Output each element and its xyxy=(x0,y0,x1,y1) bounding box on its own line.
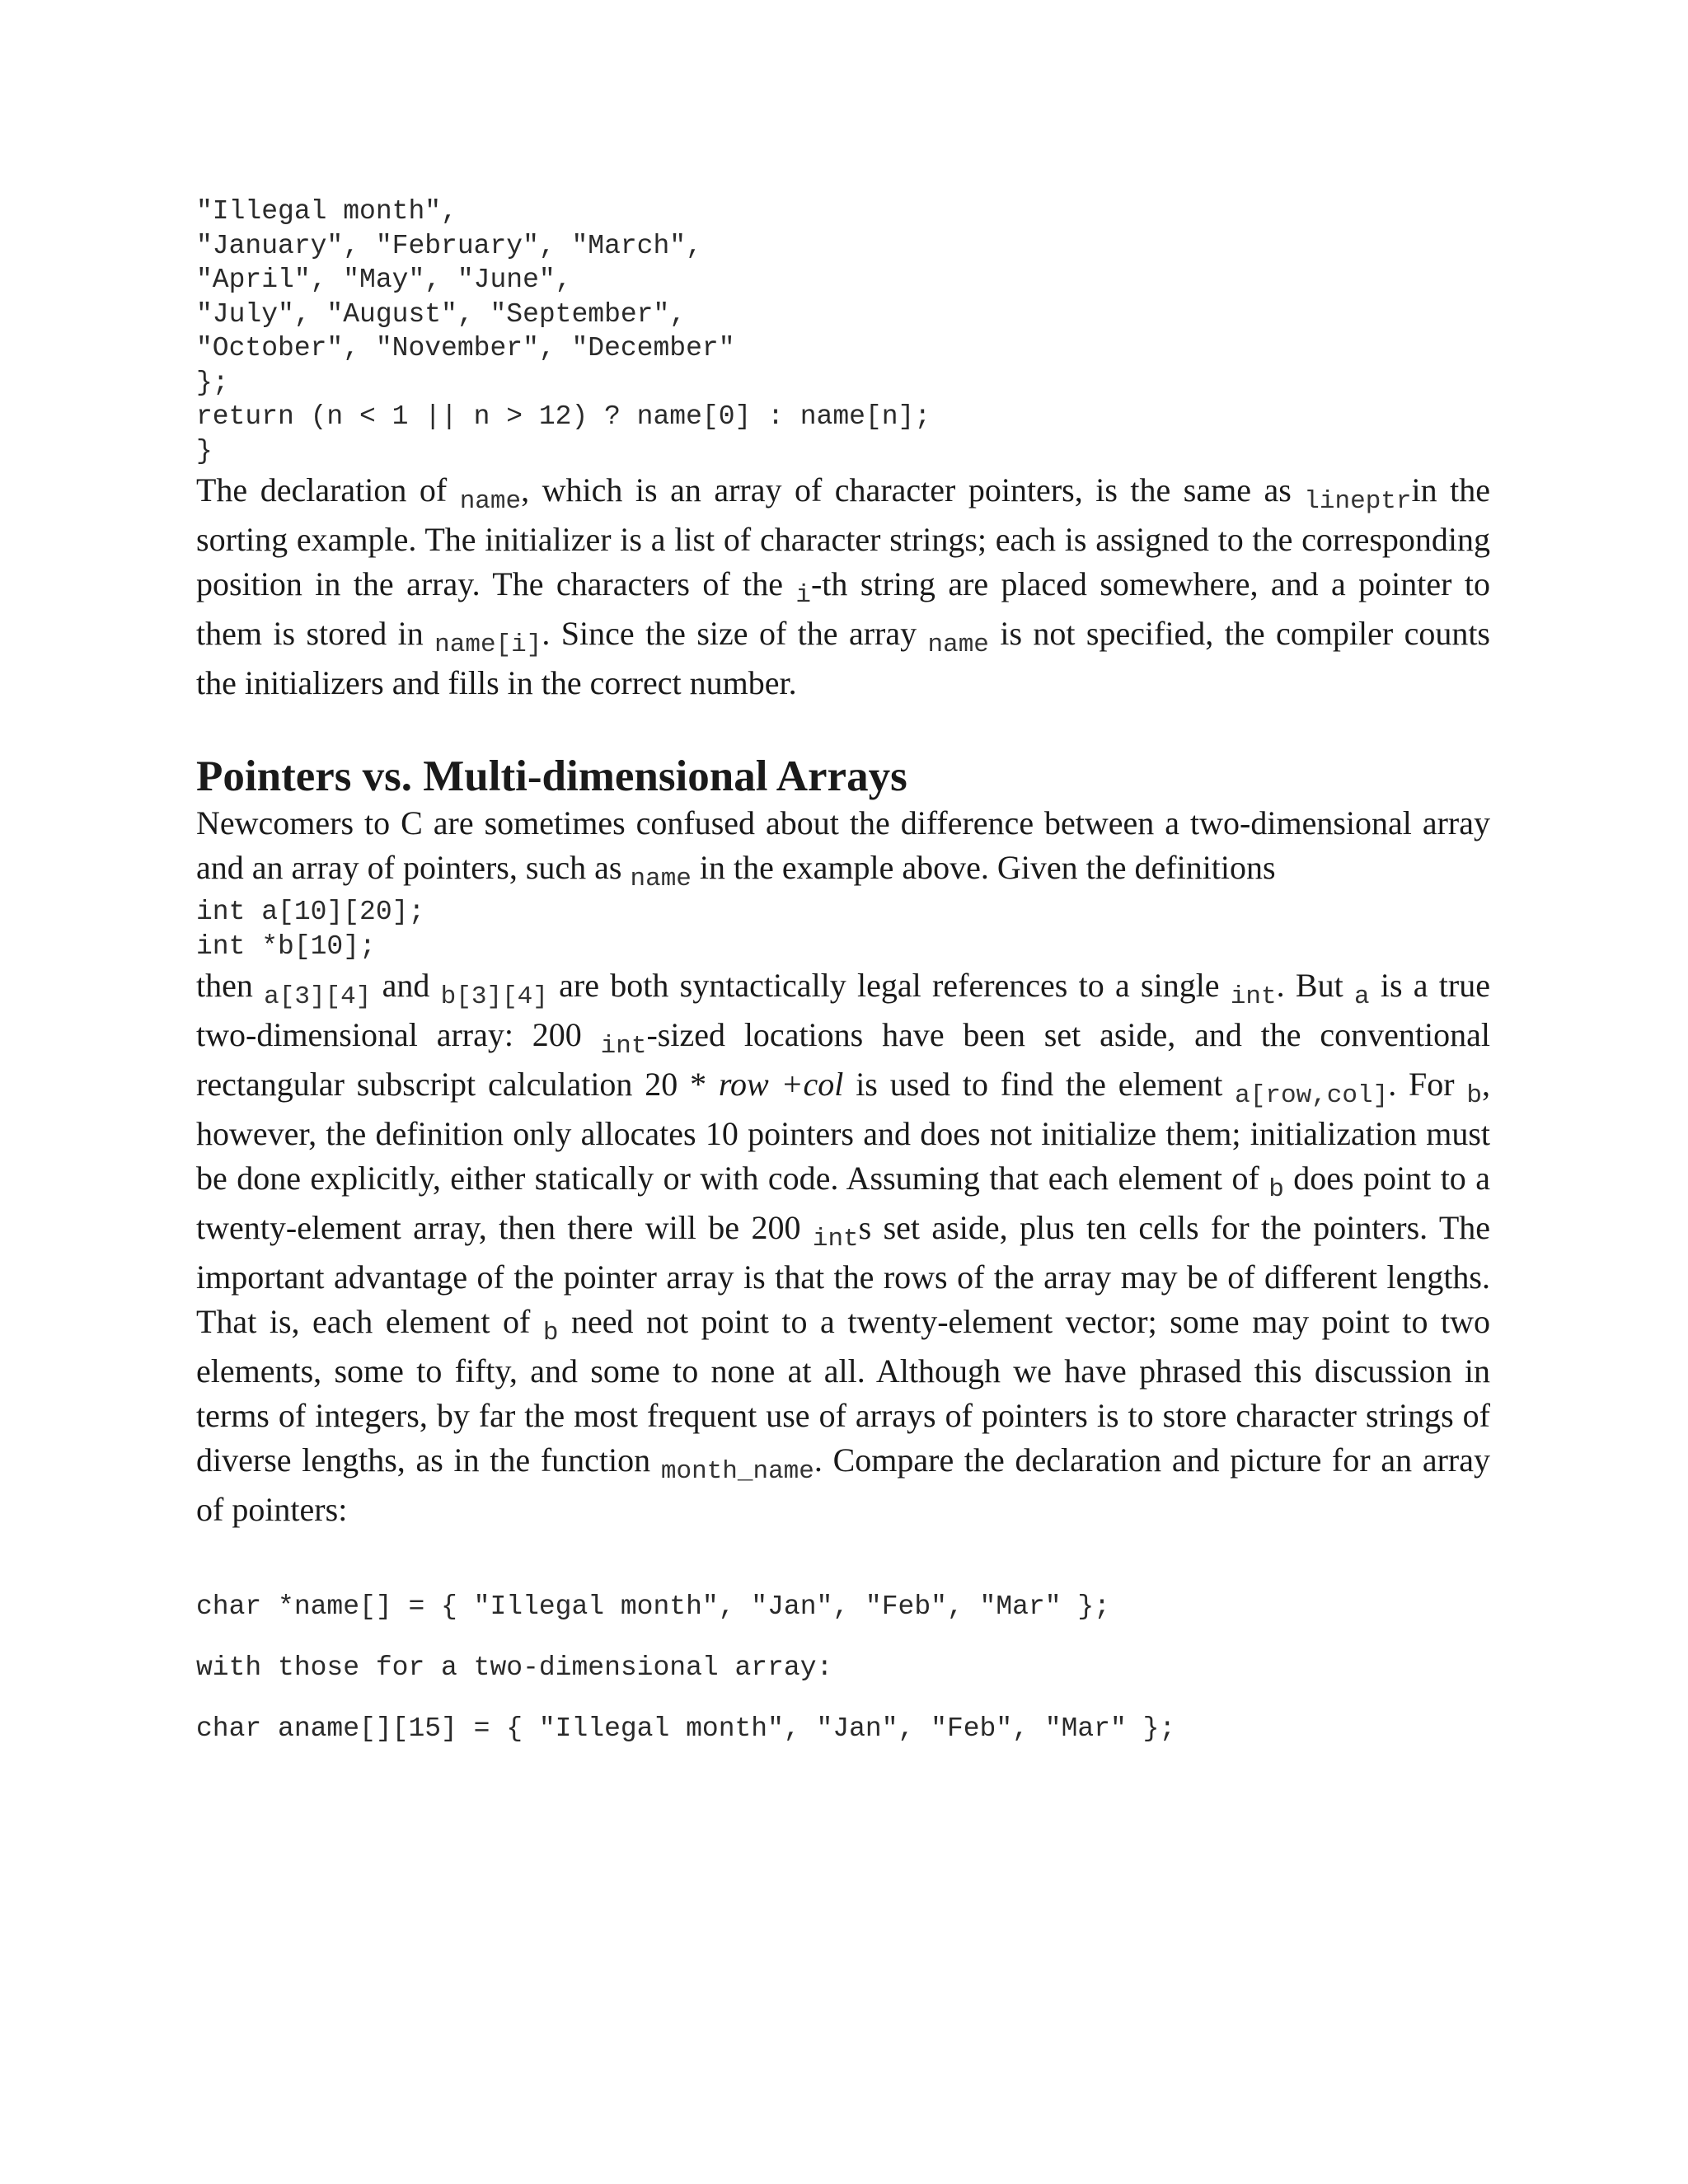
code-line: "January", "February", "March", xyxy=(196,230,702,261)
code-line-2d-array: char aname[][15] = { "Illegal month", "Jan", "Feb", "Mar" }; xyxy=(196,1713,1176,1744)
code-line: }; xyxy=(196,367,229,398)
code-line: "July", "August", "September", xyxy=(196,298,687,330)
code-line: "April", "May", "June", xyxy=(196,265,572,295)
code-line: int a[10][20]; xyxy=(196,897,425,927)
code-line: return (n < 1 || n > 12) ? name[0] : name[n]; xyxy=(196,401,931,432)
section-heading: Pointers vs. Multi-dimensional Arrays xyxy=(196,752,907,800)
paragraph-intro: Newcomers to C are sometimes confused about the difference between a two-dimensional array and an array of pointers, such as $_{name}$ in the example above. Given the definitions xyxy=(196,804,1490,893)
code-line: } xyxy=(196,435,213,466)
code-text-transition: with those for a two-dimensional array: xyxy=(196,1652,833,1683)
code-line: "October", "November", "December" xyxy=(196,333,735,363)
code-line-pointer-array: char *name[] = { "Illegal month", "Jan", "Feb", "Mar" }; xyxy=(196,1591,1110,1622)
code-block-month-names xyxy=(196,194,1490,468)
page-content xyxy=(196,194,1490,1746)
code-line: "Illegal month", xyxy=(196,196,457,227)
paragraph-explanation: then $_{a[3][4]}$ and $_{b[3][4]}$ are both syntactically legal references to a single $_{int}$. But $_a$ is a true two-dimensional array: 200 $_{int}$-sized locations have been set aside, and the conventional rectangular subscript calculation 20 * row +col is used to find the element $_{a[row,col]}$. For $_b$, however, the definition only allocates 10 pointers and does not initialize them; initialization must be done explicitly, either statically or with code. Assuming that each element of $_b$ does point to a twenty-element array, then there will be 200 $_{int}$s set aside, plus ten cells for the pointers. The important advantage of the pointer array is that the rows of the array may be of different lengths. That is, each element of $_b$ need not point to a twenty-element vector; some may point to two elements, some to fifty, and some to none at all. Although we have phrased this discussion in terms of integers, by far the most frequent use of arrays of pointers is to store character strings of diverse lengths, as in the function $_{month\_name}$. Compare the declaration and picture for an array of pointers: xyxy=(196,967,1491,1528)
paragraph-declaration: The declaration of $_{name}$, which is an array of character pointers, is the same as $_{lineptr}$in the sorting example. The initializer is a list of character strings; each is assigned to the corresponding position in the array. The characters of the $_i$-th string are placed somewhere, and a pointer to them is stored in $_{name[i]}$. Since the size of the array $_{name}$ is not specified, the compiler counts the initializers and fills in the correct number. xyxy=(196,471,1490,701)
code-block-definitions xyxy=(196,895,1490,963)
code-line: int *b[10]; xyxy=(196,930,376,962)
